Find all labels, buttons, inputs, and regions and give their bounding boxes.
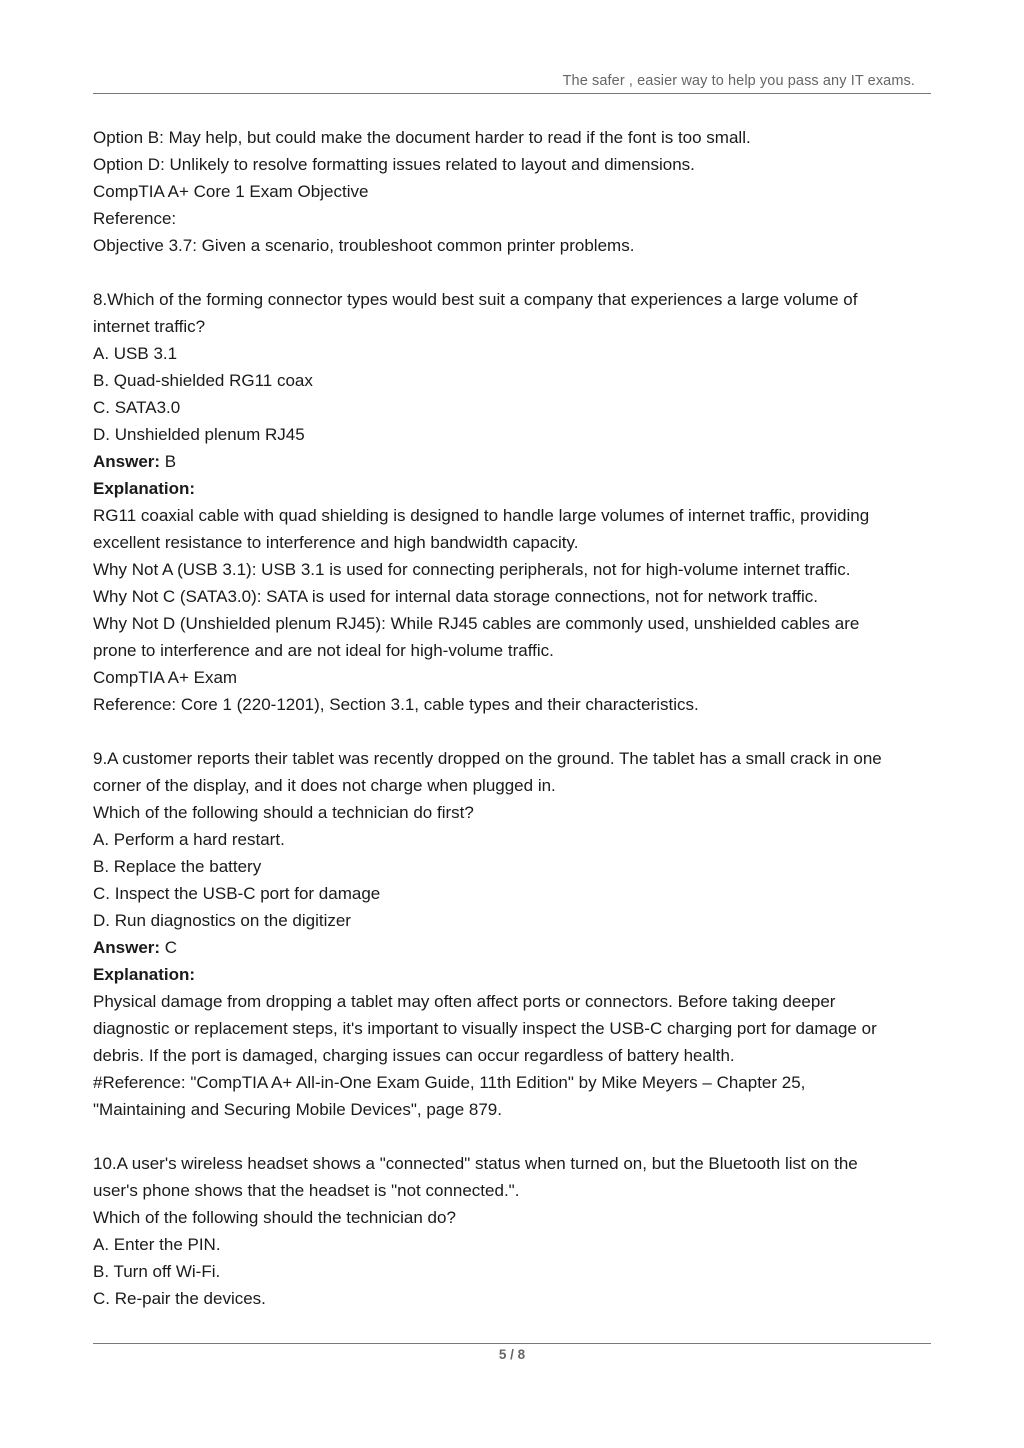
intro-line: Objective 3.7: Given a scenario, troubleshoot common printer problems. xyxy=(93,236,635,255)
question-text: 9.A customer reports their tablet was recently dropped on the ground. The tablet has a small crack in one xyxy=(93,749,882,768)
explanation-line: RG11 coaxial cable with quad shielding is designed to handle large volumes of internet traffic, providing xyxy=(93,506,870,525)
answer-option: C. Re-pair the devices. xyxy=(93,1289,266,1308)
question-text: corner of the display, and it does not charge when plugged in. xyxy=(93,776,556,795)
question-8 xyxy=(93,286,933,718)
answer-label: Answer: xyxy=(93,452,161,471)
explanation-line: prone to interference and are not ideal for high-volume traffic. xyxy=(93,641,554,660)
question-text: 10.A user's wireless headset shows a "connected" status when turned on, but the Bluetooth list on the xyxy=(93,1154,858,1173)
question-text: user's phone shows that the headset is "not connected.". xyxy=(93,1181,520,1200)
answer-option: D. Unshielded plenum RJ45 xyxy=(93,425,305,444)
answer-line xyxy=(93,448,933,475)
page-number: 5 / 8 xyxy=(498,1347,526,1362)
explanation-line: #Reference: "CompTIA A+ All-in-One Exam Guide, 11th Edition" by Mike Meyers – Chapter 25, xyxy=(93,1073,806,1092)
explanation-line: Physical damage from dropping a tablet may often affect ports or connectors. Before taking deeper xyxy=(93,992,836,1011)
answer-option: B. Turn off Wi-Fi. xyxy=(93,1262,221,1281)
explanation-line: "Maintaining and Securing Mobile Devices", page 879. xyxy=(93,1100,502,1119)
footer-divider xyxy=(93,1343,931,1344)
answer-line xyxy=(93,934,933,961)
header-tagline: The safer , easier way to help you pass any IT exams. xyxy=(562,73,915,89)
answer-option: A. Enter the PIN. xyxy=(93,1235,221,1254)
paragraph-spacer xyxy=(93,1123,933,1150)
intro-line: Reference: xyxy=(93,209,177,228)
explanation-line: Why Not C (SATA3.0): SATA is used for internal data storage connections, not for network traffic. xyxy=(93,587,819,606)
explanation-line: excellent resistance to interference and high bandwidth capacity. xyxy=(93,533,579,552)
answer-option: C. Inspect the USB-C port for damage xyxy=(93,884,381,903)
answer-option: A. Perform a hard restart. xyxy=(93,830,285,849)
header-divider xyxy=(93,93,931,94)
explanation-line: Reference: Core 1 (220-1201), Section 3.1, cable types and their characteristics. xyxy=(93,695,699,714)
explanation-line: Why Not A (USB 3.1): USB 3.1 is used for connecting peripherals, not for high-volume internet traffic. xyxy=(93,560,851,579)
answer-option: A. USB 3.1 xyxy=(93,344,178,363)
explanation-label: Explanation: xyxy=(93,965,196,984)
explanation-line: Why Not D (Unshielded plenum RJ45): While RJ45 cables are commonly used, unshielded cables are xyxy=(93,614,860,633)
answer-option: D. Run diagnostics on the digitizer xyxy=(93,911,351,930)
answer-option: B. Replace the battery xyxy=(93,857,262,876)
answer-label: Answer: xyxy=(93,938,161,957)
explanation-line: debris. If the port is damaged, charging issues can occur regardless of battery health. xyxy=(93,1046,735,1065)
question-text: Which of the following should the technician do? xyxy=(93,1208,456,1227)
question-text: 8.Which of the forming connector types would best suit a company that experiences a large volume of xyxy=(93,290,858,309)
question-9 xyxy=(93,745,933,1123)
answer-option: C. SATA3.0 xyxy=(93,398,181,417)
paragraph-spacer xyxy=(93,259,933,286)
intro-line: Option B: May help, but could make the document harder to read if the font is too small. xyxy=(93,128,751,147)
explanation-line: CompTIA A+ Exam xyxy=(93,668,238,687)
answer-value: C xyxy=(160,938,178,957)
explanation-label: Explanation: xyxy=(93,479,196,498)
question-10 xyxy=(93,1150,933,1312)
document-body xyxy=(93,124,933,1312)
explanation-line: diagnostic or replacement steps, it's important to visually inspect the USB-C charging port for damage or xyxy=(93,1019,877,1038)
answer-value: B xyxy=(160,452,177,471)
question-text: internet traffic? xyxy=(93,317,206,336)
intro-line: Option D: Unlikely to resolve formatting issues related to layout and dimensions. xyxy=(93,155,695,174)
answer-option: B. Quad-shielded RG11 coax xyxy=(93,371,313,390)
intro-section xyxy=(93,124,933,259)
paragraph-spacer xyxy=(93,718,933,745)
intro-line: CompTIA A+ Core 1 Exam Objective xyxy=(93,182,369,201)
question-text: Which of the following should a technician do first? xyxy=(93,803,474,822)
